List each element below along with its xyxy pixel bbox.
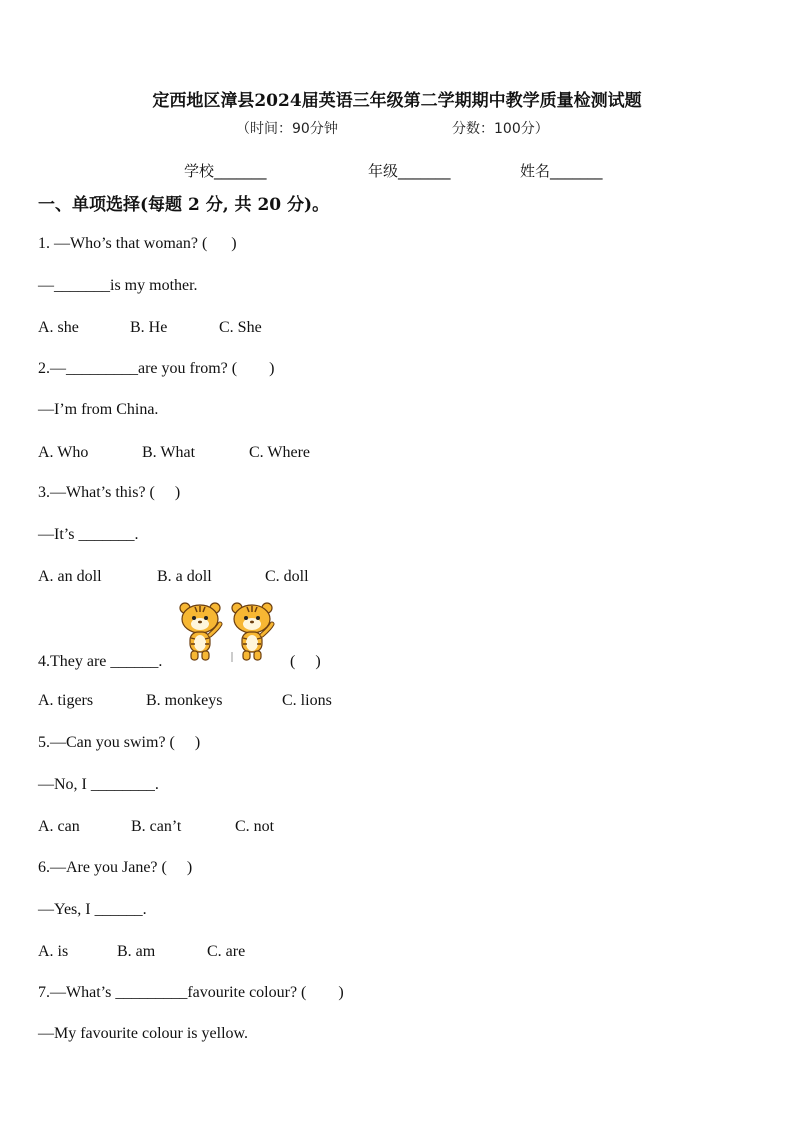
question-3-line-2: —It’s _______.: [38, 526, 139, 543]
question-5-option-b: B. can’t: [131, 818, 182, 835]
question-5-option-c: C. not: [235, 818, 275, 835]
question-2-option-c: C. Where: [249, 444, 311, 461]
question-6-option-b: B. am: [117, 943, 156, 960]
question-2-line-1: 2.—_________are you from? ( ): [38, 360, 275, 377]
question-7-line-2: —My favourite colour is yellow.: [38, 1025, 249, 1042]
question-2-option-b: B. What: [142, 444, 196, 461]
question-1-option-a: A. she: [38, 319, 79, 336]
score-info: 分数：100分）: [452, 121, 549, 137]
tiger-image: [178, 602, 278, 669]
question-5-line-2: —No, I ________.: [38, 776, 159, 793]
question-3-option-b: B. a doll: [157, 568, 212, 585]
question-4-option-a: A. tigers: [38, 692, 94, 709]
question-4-line-2: ( ): [290, 653, 321, 670]
question-2-option-a: A. Who: [38, 444, 89, 461]
question-3-option-a: A. an doll: [38, 568, 102, 585]
question-2-line-2: —I’m from China.: [38, 401, 159, 418]
question-1-option-b: B. He: [130, 319, 168, 336]
question-6-option-c: C. are: [207, 943, 246, 960]
question-6-line-1: 6.—Are you Jane? ( ): [38, 859, 193, 876]
school-field: 学校_______: [184, 162, 267, 180]
question-5-option-a: A. can: [38, 818, 80, 835]
question-6-option-a: A. is: [38, 943, 69, 960]
page-title: 定西地区漳县2024届英语三年级第二学期期中教学质量检测试题: [152, 91, 642, 111]
question-4-line-1: 4.They are ______.: [38, 653, 163, 670]
question-4-option-c: C. lions: [282, 692, 332, 709]
question-3-line-1: 3.—What’s this? ( ): [38, 484, 181, 501]
question-7-line-1: 7.—What’s _________favourite colour? ( ): [38, 984, 344, 1001]
grade-field: 年级_______: [368, 162, 451, 180]
question-3-option-c: C. doll: [265, 568, 309, 585]
name-field: 姓名_______: [520, 162, 603, 180]
question-4-option-b: B. monkeys: [146, 692, 223, 709]
time-info: （时间：90分钟: [236, 121, 338, 137]
question-1-line-1: 1. —Who’s that woman? ( ): [38, 235, 237, 252]
question-6-line-2: —Yes, I ______.: [38, 901, 147, 918]
section-heading: 一、单项选择(每题 2 分, 共 20 分)。: [38, 195, 330, 215]
question-1-line-2: —_______is my mother.: [38, 277, 198, 294]
question-1-option-c: C. She: [219, 319, 262, 336]
question-5-line-1: 5.—Can you swim? ( ): [38, 734, 201, 751]
